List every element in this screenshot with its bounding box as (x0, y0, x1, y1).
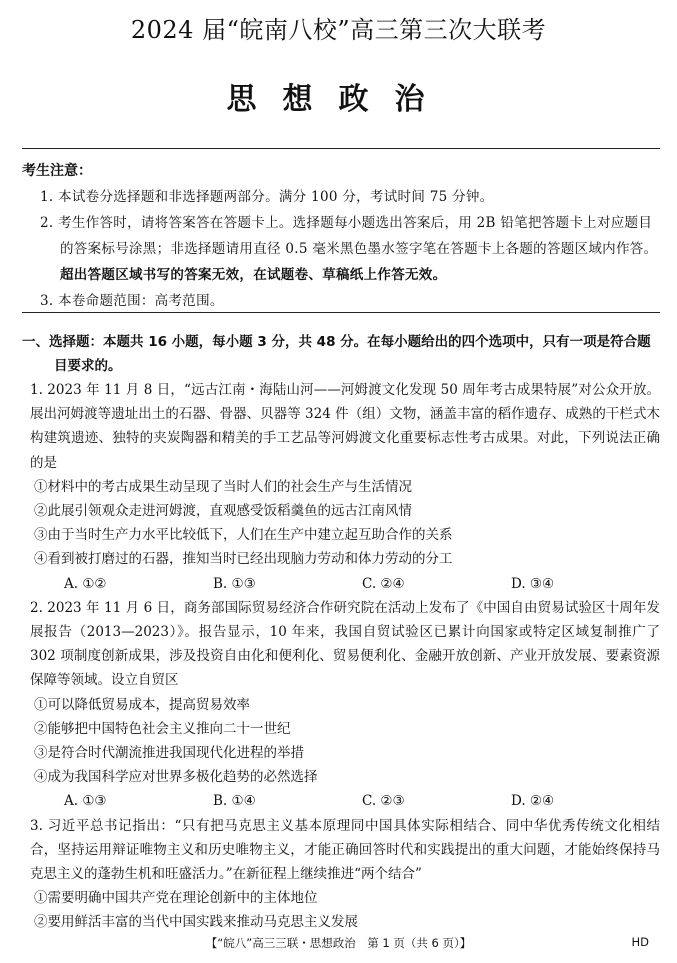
question (30, 596, 660, 814)
statement: ③由于当时生产力水平比较低下，人们在生产中建立起互助合作的关系 (34, 527, 453, 544)
option: A. ①② (64, 575, 107, 592)
statement: ②能够把中国特色社会主义推向二十一世纪 (34, 720, 291, 737)
divider-bottom (22, 312, 660, 313)
section-heading-text: 一、选择题：本题共 16 小题，每小题 3 分，共 48 分。在每小题给出的四个选项中，只有一项是符合题目要求的。 (22, 334, 651, 374)
notes-block (22, 158, 662, 314)
divider-top (22, 148, 660, 149)
statement: ①材料中的考古成果生动呈现了当时人们的社会生产与生活情况 (34, 478, 412, 495)
note-item: 3. 本卷命题范围：高考范围。 (40, 293, 224, 309)
question (30, 814, 660, 935)
questions (30, 378, 660, 935)
section-heading (22, 330, 662, 378)
page-footer: 【“皖八”高三三联・思想政治 第 1 页（共 6 页）】 (205, 936, 472, 950)
question-stem: 1. 2023 年 11 月 8 日，“远古江南・海陆山河——河姆渡文化发现 50 周年考古成果特展”对公众开放。展出河姆渡等遗址出土的石器、骨器、贝器等 324 件（组）文物，涵盖丰富的稻作遗存、成熟的干栏式木构建筑遗迹、独特的夹炭陶器和精美的手工艺品等河姆渡文化重要标志性考古成果。对此，下列说法正确的是 (30, 382, 660, 471)
statement: ②此展引领观众走进河姆渡，直观感受饭稻羹鱼的远古江南风情 (34, 503, 412, 520)
options-row (30, 572, 660, 596)
statement: ③是符合时代潮流推进我国现代化进程的举措 (34, 745, 304, 762)
exam-title: 2024 届“皖南八校”高三第三次大联考 (130, 16, 547, 44)
statement: ②要用鲜活丰富的当代中国实践来推动马克思主义发展 (34, 914, 358, 931)
option: D. ③④ (511, 575, 555, 592)
statement: ①可以降低贸易成本，提高贸易效率 (34, 696, 250, 713)
option: C. ②③ (362, 793, 405, 810)
option: A. ①③ (64, 793, 107, 810)
note-bold-text: 超出答题区域书写的答案无效，在试题卷、草稿纸上作答无效。 (60, 267, 447, 283)
statement: ①需要明确中国共产党在理论创新中的主体地位 (34, 890, 318, 907)
question (30, 378, 660, 596)
statement: ④成为我国科学应对世界多极化趋势的必然选择 (34, 769, 318, 786)
question-stem: 2. 2023 年 11 月 6 日，商务部国际贸易经济合作研究院在活动上发布了《中国自由贸易试验区十周年发展报告（2013—2023）》。报告显示，10 年来，我国自贸试验区已累计向国家或特定区域复制推广了 302 项制度创新成果，涉及投资自由化和便利化、贸易便利化、金融开放创新、产业开放发展、要素资源保障等领域。设立自贸区 (30, 599, 660, 689)
footer-code: HD (631, 935, 649, 949)
option: C. ②④ (362, 575, 405, 592)
question-stem: 3. 习近平总书记指出：“只有把马克思主义基本原理同中国具体实际相结合、同中华优秀传统文化相结合，坚持运用辩证唯物主义和历史唯物主义，才能正确回答时代和实践提出的重大问题，才能始终保持马克思主义的蓬勃生机和旺盛活力。”在新征程上继续推进“两个结合” (30, 817, 660, 883)
note-item: 1. 本试卷分选择题和非选择题两部分。满分 100 分，考试时间 75 分钟。 (40, 189, 494, 205)
options-row (30, 789, 660, 813)
option: B. ①④ (213, 793, 256, 810)
subject-title: 思想政治 (226, 82, 451, 117)
notes-heading: 考生注意： (22, 163, 92, 179)
note-item-text: 2. 考生作答时，请将答案答在答题卡上。选择题每小题选出答案后，用 2B 铅笔把答题卡上对应题目的答案标号涂黑；非选择题请用直径 0.5 毫米黑色墨水签字笔在答题卡上各题的答题区域内作答。 (40, 215, 658, 257)
note-item (22, 210, 662, 288)
option: B. ①③ (213, 575, 256, 592)
option: D. ②④ (511, 793, 555, 810)
statement: ④看到被打磨过的石器，推知当时已经出现脑力劳动和体力劳动的分工 (34, 551, 453, 568)
